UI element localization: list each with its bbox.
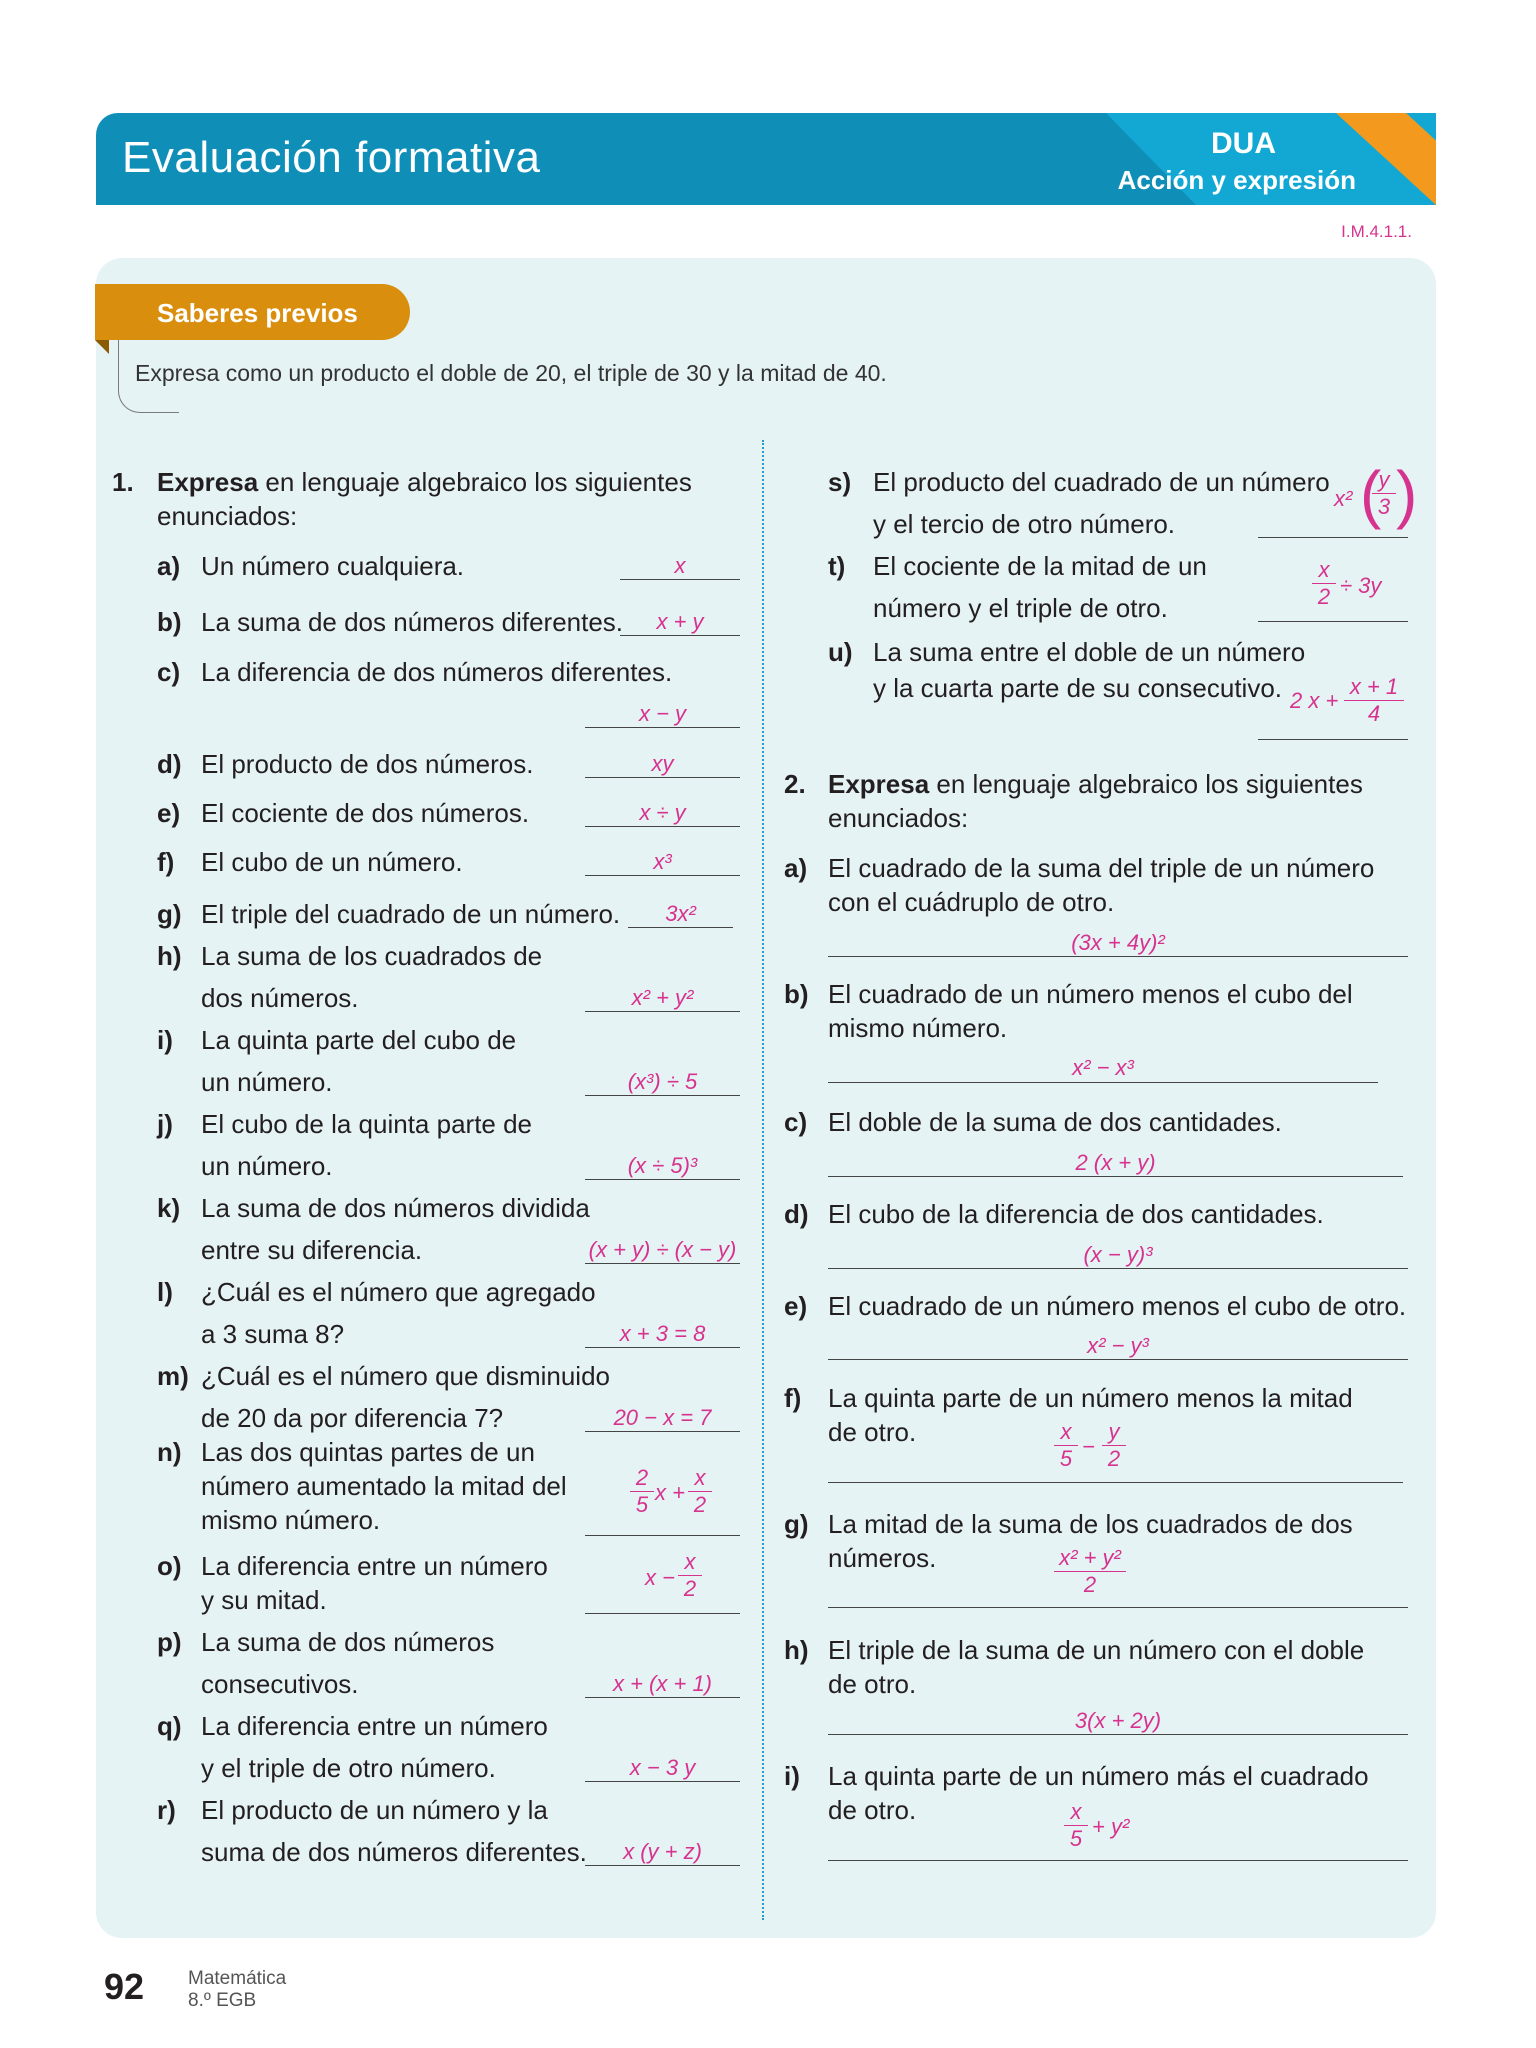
q1n-text-1: Las dos quintas partes de un [201,1437,535,1467]
dua-label: DUA [1211,127,1276,160]
q2d-answer: (x − y)³ [1083,1242,1153,1267]
q2f-den-2: 2 [1107,1446,1121,1471]
q2a-text-1: El cuadrado de la suma del triple de un número [828,853,1375,883]
q2-number: 2. [784,769,806,799]
q1u-fraction [1344,675,1404,726]
q1g-answer: 3x² [665,901,696,926]
q1d-letter: d) [157,749,182,779]
page-title: Evaluación formativa [122,133,541,182]
q1t-fraction [1312,558,1336,609]
answer-line [828,1082,1378,1083]
answer-line [585,1179,740,1180]
q2f-letter: f) [784,1383,802,1413]
q2h-text-1: El triple de la suma de un número con el doble [828,1635,1365,1665]
q1s-den: 3 [1377,494,1391,519]
q1j-text-1: El cubo de la quinta parte de [201,1109,533,1139]
q1m-text-2: de 20 da por diferencia 7? [201,1403,504,1433]
q1n-den-2: 2 [693,1492,707,1517]
q1q-letter: q) [157,1711,182,1741]
q1h-text-2: dos números. [201,983,359,1013]
q2-prompt-line2: enunciados: [828,803,969,833]
q1l-text-1: ¿Cuál es el número que agregado [201,1277,596,1307]
q1m-answer: 20 − x = 7 [613,1405,712,1430]
q1e-text: El cociente de dos números. [201,798,530,828]
q1c-answer: x − y [638,701,687,726]
q1a-answer: x [674,553,686,578]
page-number: 92 [104,1966,145,2007]
answer-line [828,1734,1408,1735]
q1n-letter: n) [157,1437,182,1467]
q1s-letter: s) [828,467,852,497]
q1t-letter: t) [828,551,846,581]
q1i-answer: (x³) ÷ 5 [627,1069,698,1094]
q1n-den-1: 5 [635,1492,649,1517]
q1f-text: El cubo de un número. [201,847,463,877]
q1-verb: Expresa [157,467,259,497]
q1l-text-2: a 3 suma 8? [201,1319,345,1349]
q2f-text-1: La quinta parte de un número menos la mitad [828,1383,1353,1413]
q1r-answer: x (y + z) [623,1839,702,1864]
q2-prompt-rest: en lenguaje algebraico los siguientes [929,769,1363,799]
answer-line [585,1095,740,1096]
q2a-text-2: con el cuádruplo de otro. [828,887,1115,917]
q2i-text-2: de otro. [828,1795,917,1825]
q2i-fraction [1064,1800,1088,1851]
q1m-letter: m) [157,1361,189,1391]
q2c-text: El doble de la suma de dos cantidades. [828,1107,1282,1137]
q1m-text-1: ¿Cuál es el número que disminuido [201,1361,610,1391]
q2h-answer: 3(x + 2y) [1074,1708,1162,1733]
q1k-text-2: entre su diferencia. [201,1235,423,1265]
answer-line [585,777,740,778]
q1o-text-1: La diferencia entre un número [201,1551,548,1581]
answer-line [620,635,740,636]
q1s-fraction [1372,468,1396,519]
answer-line [585,1697,740,1698]
q1t-text-2: número y el triple de otro. [873,593,1168,623]
q1c-letter: c) [157,657,181,687]
q1e-answer: x ÷ y [639,800,686,825]
answer-line [585,1781,740,1782]
q1o-text-2: y su mitad. [201,1585,327,1615]
q1u-mid: 2 x + [1290,688,1339,713]
q1p-text-1: La suma de dos números [201,1627,495,1657]
q2e-letter: e) [784,1291,808,1321]
q2f-fraction-1 [1054,1420,1078,1471]
q2e-text: El cuadrado de un número menos el cubo de otro. [828,1291,1407,1321]
q2d-letter: d) [784,1199,809,1229]
dua-subtitle: Acción y expresión [1117,165,1356,195]
q1o-num: x [684,1549,696,1574]
q1n-text-2: número aumentado la mitad del [201,1471,567,1501]
q2i-letter: i) [784,1761,800,1791]
grade-label: 8.º EGB [188,1990,257,2011]
q1u-text-1: La suma entre el doble de un número [873,637,1306,667]
saberes-previos-label: Saberes previos [157,298,358,328]
answer-line [585,727,740,728]
answer-line [1258,537,1408,538]
q1p-letter: p) [157,1627,182,1657]
q1o-fraction [678,1550,702,1601]
answer-line [828,1482,1403,1483]
q1-prompt [157,466,692,498]
answer-line [585,1347,740,1348]
q2f-text-2: de otro. [828,1417,917,1447]
q1j-text-2: un número. [201,1151,333,1181]
q1n-fraction-1 [630,1466,654,1517]
q1d-answer: xy [651,751,674,776]
q1-prompt-line2: enunciados: [157,501,298,531]
q2g-num: x² + y² [1059,1545,1121,1570]
q2g-text-2: números. [828,1543,937,1573]
q1l-letter: l) [157,1277,173,1307]
q1p-answer: x + (x + 1) [612,1671,713,1696]
answer-line [828,1176,1403,1177]
answer-line [585,1263,740,1264]
q1o-den: 2 [683,1576,697,1601]
q2-prompt [828,768,1363,800]
q1s-text-2: y el tercio de otro número. [873,509,1176,539]
q1s-num: y [1378,467,1390,492]
q1t-text-1: El cociente de la mitad de un [873,551,1207,581]
q2f-fraction-2 [1102,1420,1126,1471]
q1i-letter: i) [157,1025,173,1055]
q1o-mid: x − [645,1565,675,1590]
q1n-text-3: mismo número. [201,1505,381,1535]
q1h-text-1: La suma de los cuadrados de [201,941,543,971]
q2h-text-2: de otro. [828,1669,917,1699]
q2e-answer: x² − y³ [1087,1333,1149,1358]
answer-line [828,1359,1408,1360]
q1u-num: x + 1 [1349,674,1399,699]
q1r-text-2: suma de dos números diferentes. [201,1837,587,1867]
q1u-den: 4 [1367,701,1381,726]
answer-line [585,875,740,876]
q1p-text-2: consecutivos. [201,1669,359,1699]
q1i-text-2: un número. [201,1067,333,1097]
q1n-fraction-2 [688,1466,712,1517]
q1n-num-2: x [694,1465,706,1490]
answer-line [585,1011,740,1012]
q1i-text-1: La quinta parte del cubo de [201,1025,517,1055]
q1g-letter: g) [157,899,182,929]
q1-number: 1. [112,467,134,497]
q1t-num: x [1318,557,1330,582]
q2f-minus: − [1082,1434,1095,1459]
q2b-text-2: mismo número. [828,1013,1008,1043]
q2b-letter: b) [784,979,809,1009]
answer-line [1258,621,1408,622]
q1b-answer: x + y [656,609,704,634]
q1k-text-1: La suma de dos números dividida [201,1193,590,1223]
q1s-base: x² [1334,486,1353,511]
answer-line [585,1613,740,1614]
q2f-num-2: y [1108,1419,1120,1444]
q1u-text-2: y la cuarta parte de su consecutivo. [873,673,1283,703]
q1j-answer: (x ÷ 5)³ [627,1153,698,1178]
q1a-text: Un número cualquiera. [201,551,465,581]
close-paren: ) [1396,458,1418,530]
q1f-letter: f) [157,847,175,877]
answer-line [628,927,733,928]
q1k-letter: k) [157,1193,181,1223]
q2-verb: Expresa [828,769,930,799]
q1t-rest: ÷ 3y [1340,573,1382,598]
q2d-text: El cubo de la diferencia de dos cantidades. [828,1199,1324,1229]
column-divider [762,440,764,1920]
q1e-letter: e) [157,798,181,828]
q2f-den-1: 5 [1059,1446,1073,1471]
q2a-answer: (3x + 4y)² [1071,930,1165,955]
q1u-letter: u) [828,637,853,667]
q1s-text-1: El producto del cuadrado de un número [873,467,1330,497]
page-header [96,113,1436,205]
q1k-answer: (x + y) ÷ (x − y) [588,1237,737,1262]
open-paren: ( [1360,458,1382,530]
q1t-den: 2 [1317,584,1331,609]
q1n-mid: x + [655,1480,685,1505]
q2b-text-1: El cuadrado de un número menos el cubo del [828,979,1353,1009]
q1d-text: El producto de dos números. [201,749,534,779]
q1n-num-1: 2 [635,1465,649,1490]
answer-line [1258,739,1408,740]
q1-prompt-rest: en lenguaje algebraico los siguientes [258,467,692,497]
q1q-text-2: y el triple de otro número. [201,1753,496,1783]
answer-line [620,579,740,580]
q1c-text: La diferencia de dos números diferentes. [201,657,673,687]
q1g-text: El triple del cuadrado de un número. [201,899,621,929]
q2g-text-1: La mitad de la suma de los cuadrados de dos [828,1509,1353,1539]
q1a-letter: a) [157,551,181,581]
q2i-rest: + y² [1092,1814,1130,1839]
q1j-letter: j) [157,1109,173,1139]
q1b-letter: b) [157,607,182,637]
q2f-num-1: x [1060,1419,1072,1444]
q2i-den: 5 [1069,1826,1083,1851]
footer-subject [188,1968,286,2012]
q2b-answer: x² − x³ [1072,1055,1134,1080]
q2i-num: x [1070,1799,1082,1824]
q2i-text-1: La quinta parte de un número más el cuadrado [828,1761,1369,1791]
q1h-answer: x² + y² [631,985,694,1010]
q1h-letter: h) [157,941,182,971]
answer-line [828,956,1408,957]
answer-line [585,1865,740,1866]
answer-line [828,1268,1408,1269]
q2c-answer: 2 (x + y) [1075,1150,1156,1175]
q1f-answer: x³ [653,849,672,874]
q2g-den: 2 [1083,1572,1097,1597]
q2c-letter: c) [784,1107,808,1137]
q1q-answer: x − 3 y [629,1755,696,1780]
answer-line [585,826,740,827]
answer-line [828,1607,1408,1608]
q1l-answer: x + 3 = 8 [619,1321,706,1346]
answer-line [585,1431,740,1432]
q1b-text: La suma de dos números diferentes. [201,607,624,637]
q2g-letter: g) [784,1509,809,1539]
q1o-letter: o) [157,1551,182,1581]
subject-name: Matemática [188,1968,287,1989]
answer-line [828,1860,1408,1861]
saberes-previos-text: Expresa como un producto el doble de 20, el triple de 30 y la mitad de 40. [135,360,887,386]
indicator-code: I.M.4.1.1. [1341,222,1412,241]
q1q-text-1: La diferencia entre un número [201,1711,548,1741]
answer-line [585,1535,740,1536]
q2h-letter: h) [784,1635,809,1665]
tab-fold [95,340,109,354]
q2g-fraction [1054,1546,1126,1597]
q1r-letter: r) [157,1795,176,1825]
q1r-text-1: El producto de un número y la [201,1795,548,1825]
saberes-previos-tab [95,284,410,340]
q2a-letter: a) [784,853,808,883]
